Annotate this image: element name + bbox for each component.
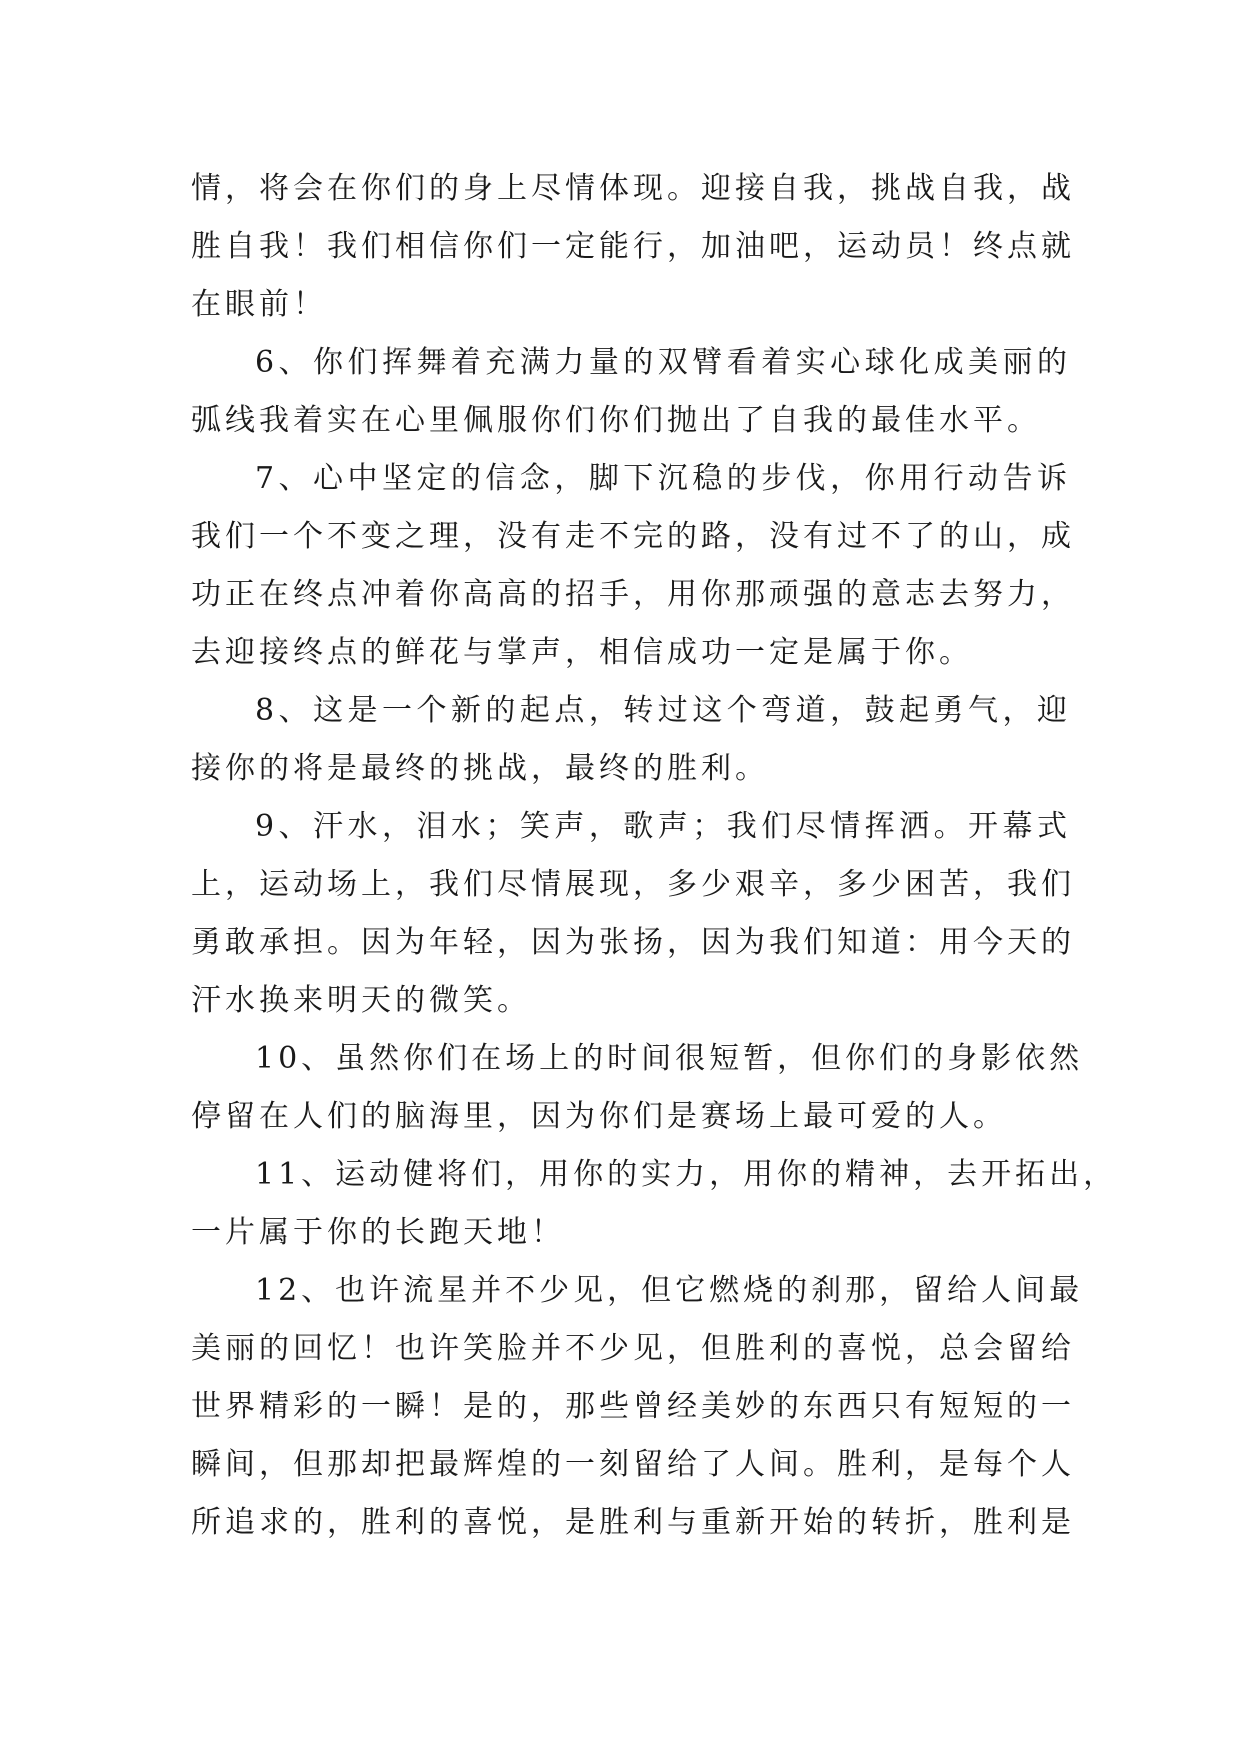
text-line: 去迎接终点的鲜花与掌声，相信成功一定是属于你。 — [191, 635, 973, 670]
text-line: 胜自我！我们相信你们一定能行，加油吧，运动员！终点就 — [191, 229, 1075, 264]
paragraph-9-start: 9、汗水，泪水；笑声，歌声；我们尽情挥洒。开幕式 — [255, 809, 1071, 844]
paragraph-7-start: 7、心中坚定的信念，脚下沉稳的步伐，你用行动告诉 — [255, 461, 1071, 496]
body-text — [191, 160, 1118, 1552]
text-line: 汗水换来明天的微笑。 — [191, 983, 531, 1018]
text-line: 停留在人们的脑海里，因为你们是赛场上最可爱的人。 — [191, 1099, 1007, 1134]
text-line: 弧线我着实在心里佩服你们你们抛出了自我的最佳水平。 — [191, 403, 1041, 438]
text-line: 接你的将是最终的挑战，最终的胜利。 — [191, 751, 769, 786]
text-line: 一片属于你的长跑天地！ — [191, 1215, 565, 1250]
paragraph-6-start: 6、你们挥舞着充满力量的双臂看着实心球化成美丽的 — [255, 345, 1071, 380]
text-line: 上，运动场上，我们尽情展现，多少艰辛，多少困苦，我们 — [191, 867, 1075, 902]
text-line: 我们一个不变之理，没有走不完的路，没有过不了的山，成 — [191, 519, 1075, 554]
text-line: 情，将会在你们的身上尽情体现。迎接自我，挑战自我，战 — [191, 171, 1075, 206]
text-line: 在眼前！ — [191, 287, 327, 322]
paragraph-10-start: 10、虽然你们在场上的时间很短暂，但你们的身影依然 — [255, 1041, 1084, 1076]
text-line: 世界精彩的一瞬！是的，那些曾经美妙的东西只有短短的一 — [191, 1389, 1075, 1424]
text-line: 功正在终点冲着你高高的招手，用你那顽强的意志去努力， — [191, 577, 1075, 612]
paragraph-8-start: 8、这是一个新的起点，转过这个弯道，鼓起勇气，迎 — [255, 693, 1071, 728]
text-line: 所追求的，胜利的喜悦，是胜利与重新开始的转折，胜利是 — [191, 1505, 1075, 1540]
text-line: 美丽的回忆！也许笑脸并不少见，但胜利的喜悦，总会留给 — [191, 1331, 1075, 1366]
paragraph-12-start: 12、也许流星并不少见，但它燃烧的刹那，留给人间最 — [255, 1273, 1084, 1308]
paragraph-11-start: 11、运动健将们，用你的实力，用你的精神，去开拓出， — [255, 1157, 1118, 1192]
text-line: 勇敢承担。因为年轻，因为张扬，因为我们知道：用今天的 — [191, 925, 1075, 960]
text-line: 瞬间，但那却把最辉煌的一刻留给了人间。胜利，是每个人 — [191, 1447, 1075, 1482]
